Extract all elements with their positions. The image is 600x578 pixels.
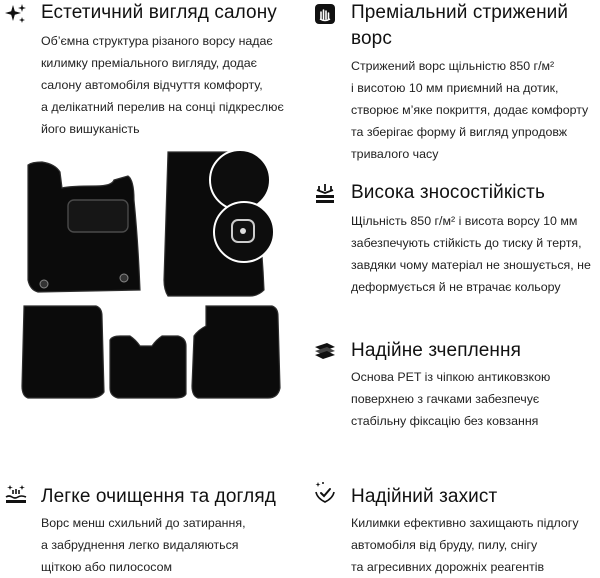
desc-line: та зберігає форму й вигляд упродовж [351, 125, 568, 139]
desc-line: стабільну фіксацію без ковзання [351, 414, 539, 428]
desc-line: і висотою 10 мм приємний на дотик, [351, 81, 559, 95]
feature-salon-title: Естетичний вигляд салону [41, 2, 277, 23]
title-line: Преміальний стрижений [351, 2, 569, 23]
desc-line: Об’ємна структура різаного ворсу надає [41, 34, 273, 48]
mat-clip [120, 274, 128, 282]
clean-surface-icon [4, 482, 28, 506]
desc-line: а делікатний перелив на сонці підкреслює [41, 100, 284, 114]
feature-protect-desc [351, 512, 579, 578]
layers-weight-icon [313, 182, 337, 206]
desc-line: тривалого часу [351, 147, 439, 161]
mat-rear-left [22, 306, 104, 398]
feature-pile-desc [351, 55, 588, 165]
hand-pile-icon [313, 2, 337, 26]
desc-line: автомобіля від бруду, пилу, снігу [351, 538, 538, 552]
desc-line: Килимки ефективно захищають підлогу [351, 516, 579, 530]
title-line: ворс [351, 28, 392, 49]
desc-line: створює м’яке покриття, додає комфорту [351, 103, 589, 117]
desc-line: Ворс менш схильний до затирання, [41, 516, 246, 530]
feature-grip-desc [351, 366, 550, 432]
zoom-pile-circle [210, 150, 270, 210]
desc-line: Основа PET із чіпкою антиковзкою [351, 370, 551, 384]
car-mats-image [0, 140, 290, 410]
feature-pile-title [351, 0, 568, 52]
feature-grip-title: Надійне зчеплення [351, 340, 522, 361]
feature-protect-title: Надійний захист [351, 486, 498, 507]
mat-clip [40, 280, 48, 288]
desc-line: завдяки чому матеріал не зношується, не [351, 258, 591, 272]
desc-line: килимку преміального вигляду, додає [41, 56, 257, 70]
feature-clean-title: Легке очищення та догляд [41, 486, 276, 507]
desc-line: а забруднення легко видаляються [41, 538, 239, 552]
desc-line: забезпечують стійкість до тиску й тертя, [351, 236, 582, 250]
desc-line: салону автомобіля відчуття комфорту, [41, 78, 263, 92]
heel-pad [68, 200, 128, 232]
desc-line: Стрижений ворс щільністю 850 г/м² [351, 59, 555, 73]
desc-line: щіткою або пилососом [41, 560, 172, 574]
layers-stack-icon [313, 340, 337, 364]
feature-wear-title: Висока зносостійкість [351, 182, 545, 203]
shield-check-icon [313, 480, 337, 504]
mat-rear-right [192, 306, 280, 398]
sparkle-icon [4, 2, 28, 26]
mat-rear-center [110, 336, 186, 398]
desc-line: Щільність 850 г/м² і висота ворсу 10 мм [351, 214, 578, 228]
desc-line: та агресивних дорожніх реагентів [351, 560, 545, 574]
desc-line: деформується й не втрачає кольору [351, 280, 561, 294]
desc-line: поверхнею з гачками забезпечує [351, 392, 540, 406]
feature-salon-desc [41, 30, 284, 140]
feature-wear-desc [351, 210, 591, 298]
desc-line: його вишуканість [41, 122, 140, 136]
feature-clean-desc [41, 512, 246, 578]
